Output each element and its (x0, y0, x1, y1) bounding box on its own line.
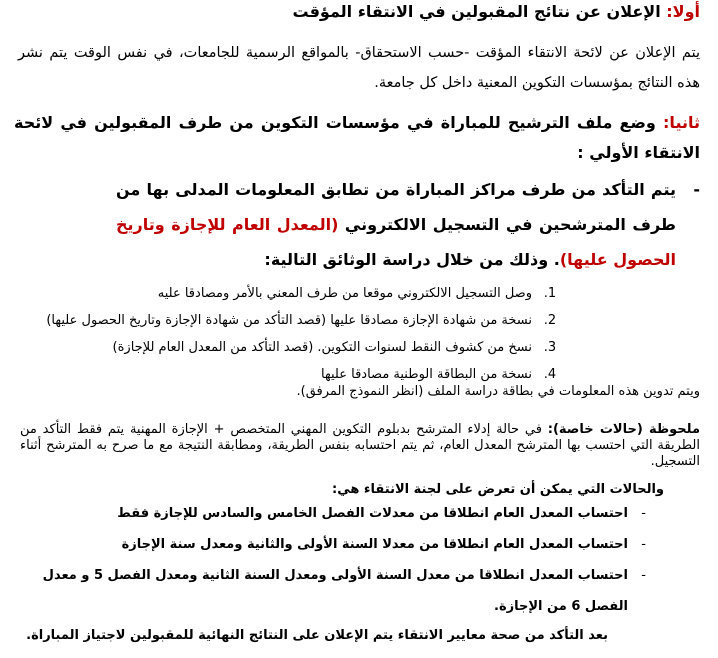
list-item (46, 307, 568, 334)
list-number: 3. (543, 340, 557, 355)
list-text: نسخة من شهادة الإجازة مصادقا عليها (قصد التأكد من شهادة الإجازة وتاريخ الحصول عليها) (46, 313, 532, 328)
section2-title: وضع ملف الترشيح للمباراة في مؤسسات التكوين من طرف المقبولين في لائحة الانتقاء الأولي : (14, 113, 700, 162)
section1-paragraph: يتم الإعلان عن لائحة الانتقاء المؤقت -حسب الاستحقاق- بالمواقع الرسمية للجامعات، في نفس الوقت يتم نشر هذه النتائج بمؤسسات التكوين المعنية داخل كل جامعة. (18, 45, 700, 91)
section2-label: ثانيا: (663, 113, 700, 132)
verification-bullet (116, 172, 700, 277)
cases-title: والحالات التي يمكن أن تعرض على لجنة الانتقاء هي: (332, 482, 664, 497)
case-dash: - (641, 568, 646, 583)
case-dash: - (641, 537, 646, 552)
verification-highlight: (المعدل العام للإجازة وتاريخ الحصول عليها) (116, 215, 676, 269)
cases-list (16, 498, 646, 622)
list-item (16, 560, 646, 622)
list-number: 2. (543, 313, 557, 328)
section1-title: الإعلان عن نتائج المقبولين في الانتقاء المؤقت (292, 2, 667, 21)
special-cases-text: في حالة إدلاء المترشح بدبلوم التكوين المهني المتخصص + الإجازة المهنية يتم فقط التأكد من الطريقة التي احتسب بها المترشح المعدل العام، ثم يتم احتسابه بنفس الطريقة، ومطابقة النتيجة مع ما صرح به المترشح أثناء التسجيل. (20, 422, 700, 469)
list-number: 1. (543, 286, 557, 301)
final-note: بعد التأكد من صحة معايير الانتقاء يتم الإعلان على النتائج النهائية للمقبولين لاجتياز المباراة. (26, 628, 608, 643)
list-text: وصل التسجيل الالكتروني موقعا من طرف المعني بالأمر ومصادقا عليه (157, 286, 532, 301)
case-dash: - (641, 506, 646, 521)
case-text: احتساب المعدل العام انطلاقا من معدلات الفصل الخامس والسادس للإجازة فقط (117, 506, 628, 521)
list-item (46, 334, 568, 361)
verification-text (116, 172, 676, 277)
list-text: نسخ من كشوف النقط لسنوات التكوين. (قصد التأكد من المعدل العام للإجازة) (112, 340, 532, 355)
case-text: احتساب المعدل العام انطلاقا من معدلا السنة الأولى والثانية ومعدل سنة الإجازة (121, 537, 628, 552)
documents-list (46, 280, 568, 388)
verification-text-end: . وذلك من خلال دراسة الوثائق التالية: (264, 250, 560, 269)
list-text: نسخة من البطاقة الوطنية مصادقا عليها (321, 367, 532, 382)
section1-heading (293, 2, 701, 21)
verification-text-start: يتم التأكد من طرف مراكز المباراة من تطابق المعلومات المدلى بها من طرف المترشحين في التسجيل الالكتروني (116, 180, 677, 234)
section1-label: أولا: (666, 2, 700, 21)
special-cases-label: ملحوظة (حالات خاصة): (547, 422, 700, 437)
record-note: ويتم تدوين هذه المعلومات في بطاقة دراسة الملف (انظر النموذج المرفق). (296, 384, 700, 399)
section2-heading (14, 108, 700, 168)
list-item (16, 529, 646, 560)
list-number: 4. (543, 367, 557, 382)
case-text: احتساب المعدل انطلاقا من معدل السنة الأولى ومعدل السنة الثانية ومعدل الفصل 5 و معدل الفصل 6 من الإجازة. (42, 568, 628, 614)
list-item (16, 498, 646, 529)
special-cases-note (20, 422, 700, 470)
bullet-dash: - (693, 180, 700, 199)
list-item (46, 280, 568, 307)
